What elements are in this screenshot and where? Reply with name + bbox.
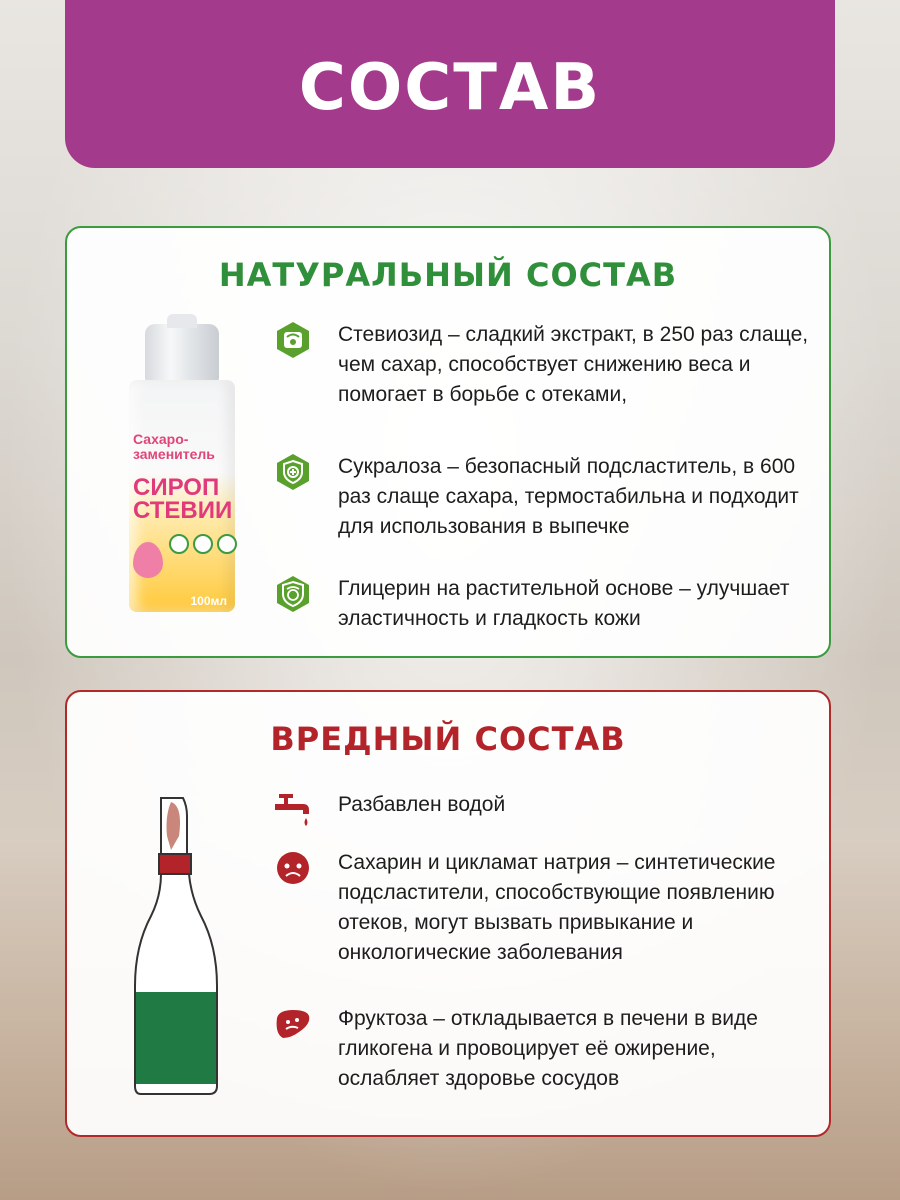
drop-icon xyxy=(133,542,163,578)
sick-face-icon xyxy=(273,848,313,888)
natural-composition-title: НАТУРАЛЬНЫЙ СОСТАВ xyxy=(218,256,678,294)
natural-composition-card xyxy=(65,226,831,658)
bottle-label-main: СИРОП СТЕВИИ xyxy=(133,474,233,524)
natural-item-text: Стевиозид – сладкий экстракт, в 250 раз слаще, чем сахар, способствует снижению веса и помогает в борьбе с отеками, xyxy=(338,323,809,406)
page-header xyxy=(65,0,835,168)
natural-item-text: Сукралоза – безопасный подсластитель, в 600 раз слаще сахара, термостабильна и подходит для использования в выпечке xyxy=(338,455,799,538)
bottle-cap xyxy=(145,324,219,382)
harmful-item-text: Разбавлен водой xyxy=(338,793,506,816)
natural-item-text: Глицерин на растительной основе – улучшает эластичность и гладкость кожи xyxy=(338,577,790,630)
page-title: СОСТАВ xyxy=(298,51,602,125)
bottle-volume: 100мл xyxy=(190,594,227,608)
stevia-syrup-bottle-image xyxy=(129,324,235,614)
harmful-composition-card xyxy=(65,690,831,1137)
harmful-item-text: Фруктоза – откладывается в печени в виде гликогена и провоцирует её ожирение, ослабляет здоровье сосудов xyxy=(338,1007,758,1090)
shield-plus-icon xyxy=(273,452,313,492)
harmful-composition-title: ВРЕДНЫЙ СОСТАВ xyxy=(270,720,626,758)
faucet-icon xyxy=(273,790,313,830)
liver-icon xyxy=(273,1004,313,1044)
scale-icon xyxy=(273,320,313,360)
harmful-item-text: Сахарин и цикламат натрия – синтетические подсластители, способствующие появлению отеков, могут вызвать привыкание и онкологические заболевания xyxy=(338,851,776,964)
bottle-badges xyxy=(169,534,237,554)
bottle-label-top: Сахаро- заменитель xyxy=(133,431,215,462)
shield-face-icon xyxy=(273,574,313,614)
generic-syrup-bottle-image xyxy=(131,796,223,1098)
